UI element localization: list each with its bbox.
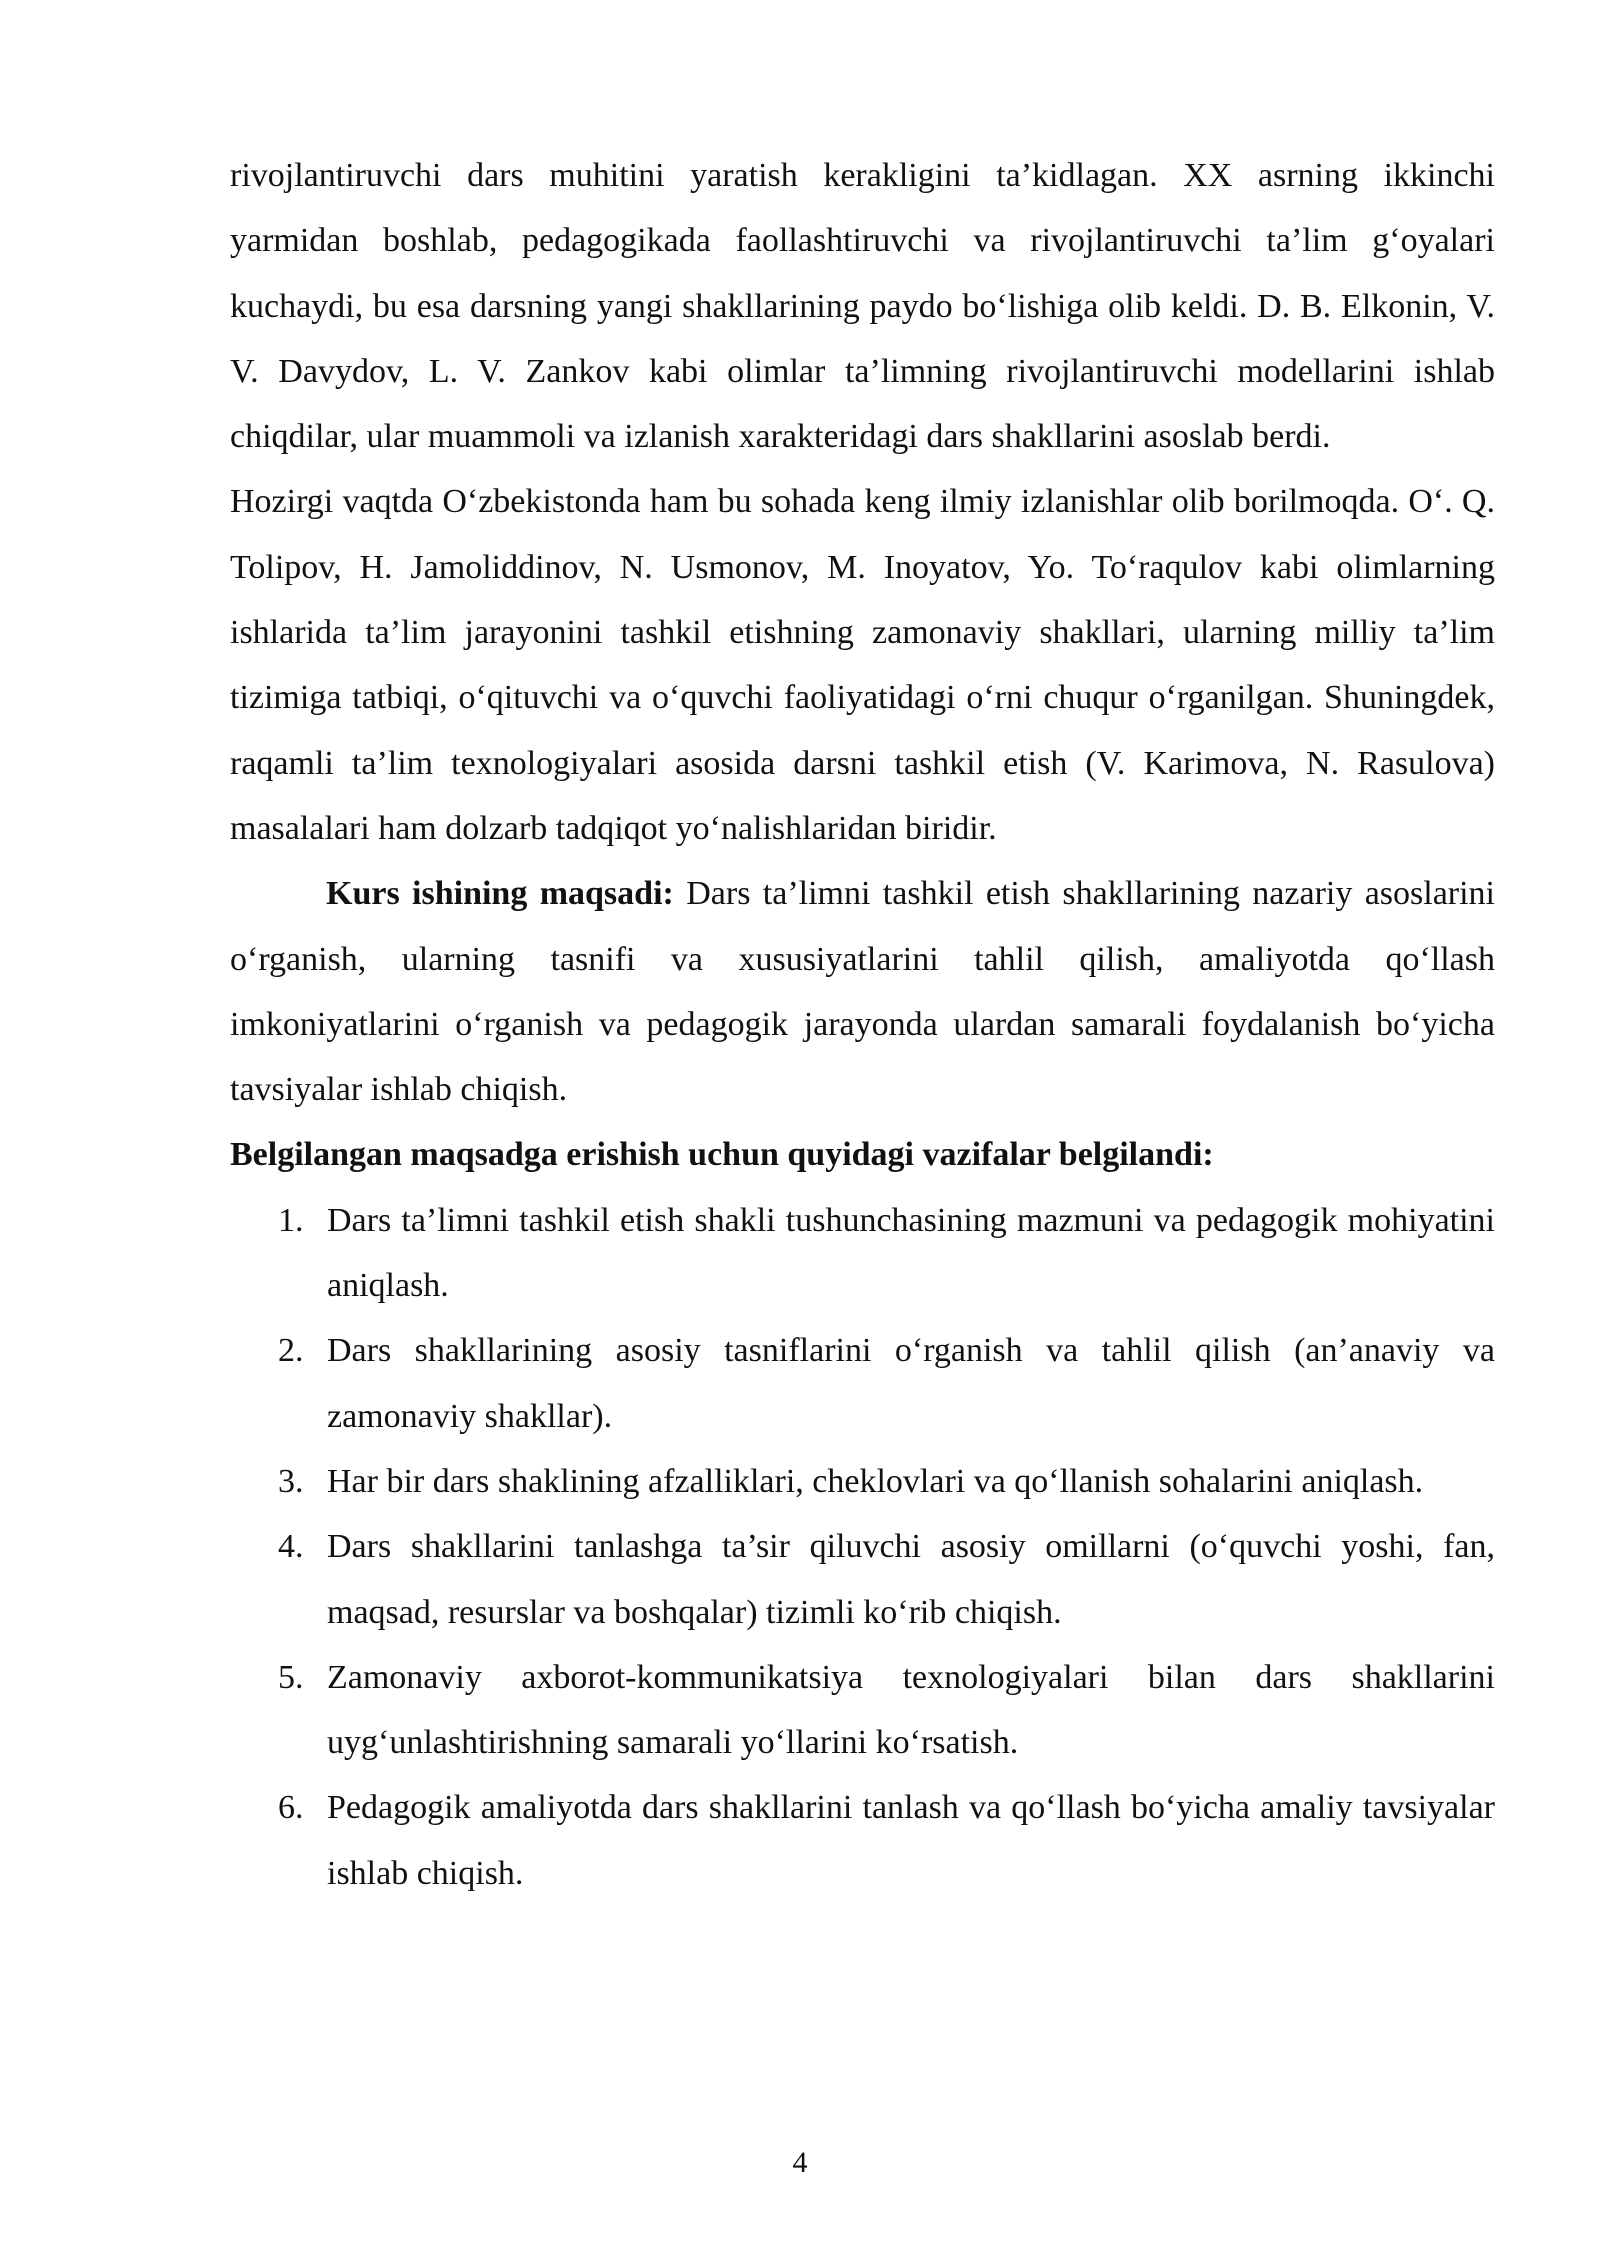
list-item-text: Dars ta’limni tashkil etish shakli tushunchasining mazmuni va pedagogik mohiyatini aniqlash. (327, 1201, 1495, 1305)
list-item-number: 3. (278, 1462, 304, 1500)
list-item-text: Dars shakllarini tanlashga ta’sir qiluvchi asosiy omillarni (o‘quvchi yoshi, fan, maqsad, resurslar va boshqalar) tizimli ko‘rib chiqish. (327, 1528, 1495, 1631)
list-item-text: Dars shakllarining asosiy tasniflarini o‘rganish va tahlil qilish (an’anaviy va zamonaviy shakllar). (327, 1332, 1495, 1435)
tasks-list (230, 1188, 1495, 1906)
list-item-text: Zamonaviy axborot-kommunikatsiya texnologiyalari bilan dars shakllarini uyg‘unlashtirishning samarali yo‘llarini ko‘rsatish. (327, 1658, 1495, 1762)
list-item (230, 1449, 1495, 1514)
list-item-number: 6. (278, 1789, 304, 1827)
list-item (230, 1775, 1495, 1906)
list-item-number: 2. (278, 1332, 304, 1370)
paragraph-uzbekistan-research: Hozirgi vaqtda O‘zbekistonda ham bu sohada keng ilmiy izlanishlar olib borilmoqda. O‘. Q. Tolipov, H. Jamoliddinov, N. Usmonov, M. Inoyatov, Yo. To‘raqulov kabi olimlarning ishlarida ta’lim jarayonini tashkil etishning zamonaviy shakllari, ularning milliy ta’lim tizimiga tatbiqi, o‘qituvchi va o‘quvchi faoliyatidagi o‘rni chuqur o‘rganilgan. Shuningdek, raqamli ta’lim texnologiyalari asosida darsni tashkil etish (V. Karimova, N. Rasulova) masalalari ham dolzarb tadqiqot yo‘nalishlaridan biridir. (230, 483, 1495, 847)
paragraph-history: rivojlantiruvchi dars muhitini yaratish kerakligini ta’kidlagan. XX asrning ikkinchi yarmidan boshlab, pedagogikada faollashtiruvchi va rivojlantiruvchi ta’lim g‘oyalari kuchaydi, bu esa darsning yangi shakllarining paydo bo‘lishiga olib keldi. D. B. Elkonin, V. V. Davydov, L. V. Zankov kabi olimlar ta’limning rivojlantiruvchi modellarini ishlab chiqdilar, ular muammoli va izlanish xarakteridagi dars shakllarini asoslab berdi. (230, 157, 1495, 456)
list-item-number: 1. (278, 1201, 304, 1239)
page-number: 4 (792, 2146, 808, 2179)
list-item (230, 1318, 1495, 1449)
list-item-text: Pedagogik amaliyotda dars shakllarini tanlash va qo‘llash bo‘yicha amaliy tavsiyalar ishlab chiqish. (327, 1789, 1495, 1892)
tasks-heading: Belgilangan maqsadga erishish uchun quyidagi vazifalar belgilandi: (230, 1136, 1214, 1174)
goal-label: Kurs ishining maqsadi: (326, 875, 674, 913)
list-item (230, 1514, 1495, 1645)
goal-text: Dars ta’limni tashkil etish shakllarining nazariy asoslarini o‘rganish, ularning tasnifi va xususiyatlarini tahlil qilish, amaliyotda qo‘llash imkoniyatlarini o‘rganish va pedagogik jarayonda ulardan samarali foydalanish bo‘yicha tavsiyalar ishlab chiqish. (230, 875, 1496, 1109)
list-item-number: 5. (278, 1658, 304, 1696)
document-body (230, 143, 1495, 1906)
paragraph-goal (230, 861, 1495, 1122)
list-item-number: 4. (278, 1528, 304, 1566)
list-item-text: Har bir dars shaklining afzalliklari, cheklovlari va qo‘llanish sohalarini aniqlash. (327, 1462, 1424, 1500)
list-item (230, 1188, 1495, 1319)
list-item (230, 1645, 1495, 1776)
